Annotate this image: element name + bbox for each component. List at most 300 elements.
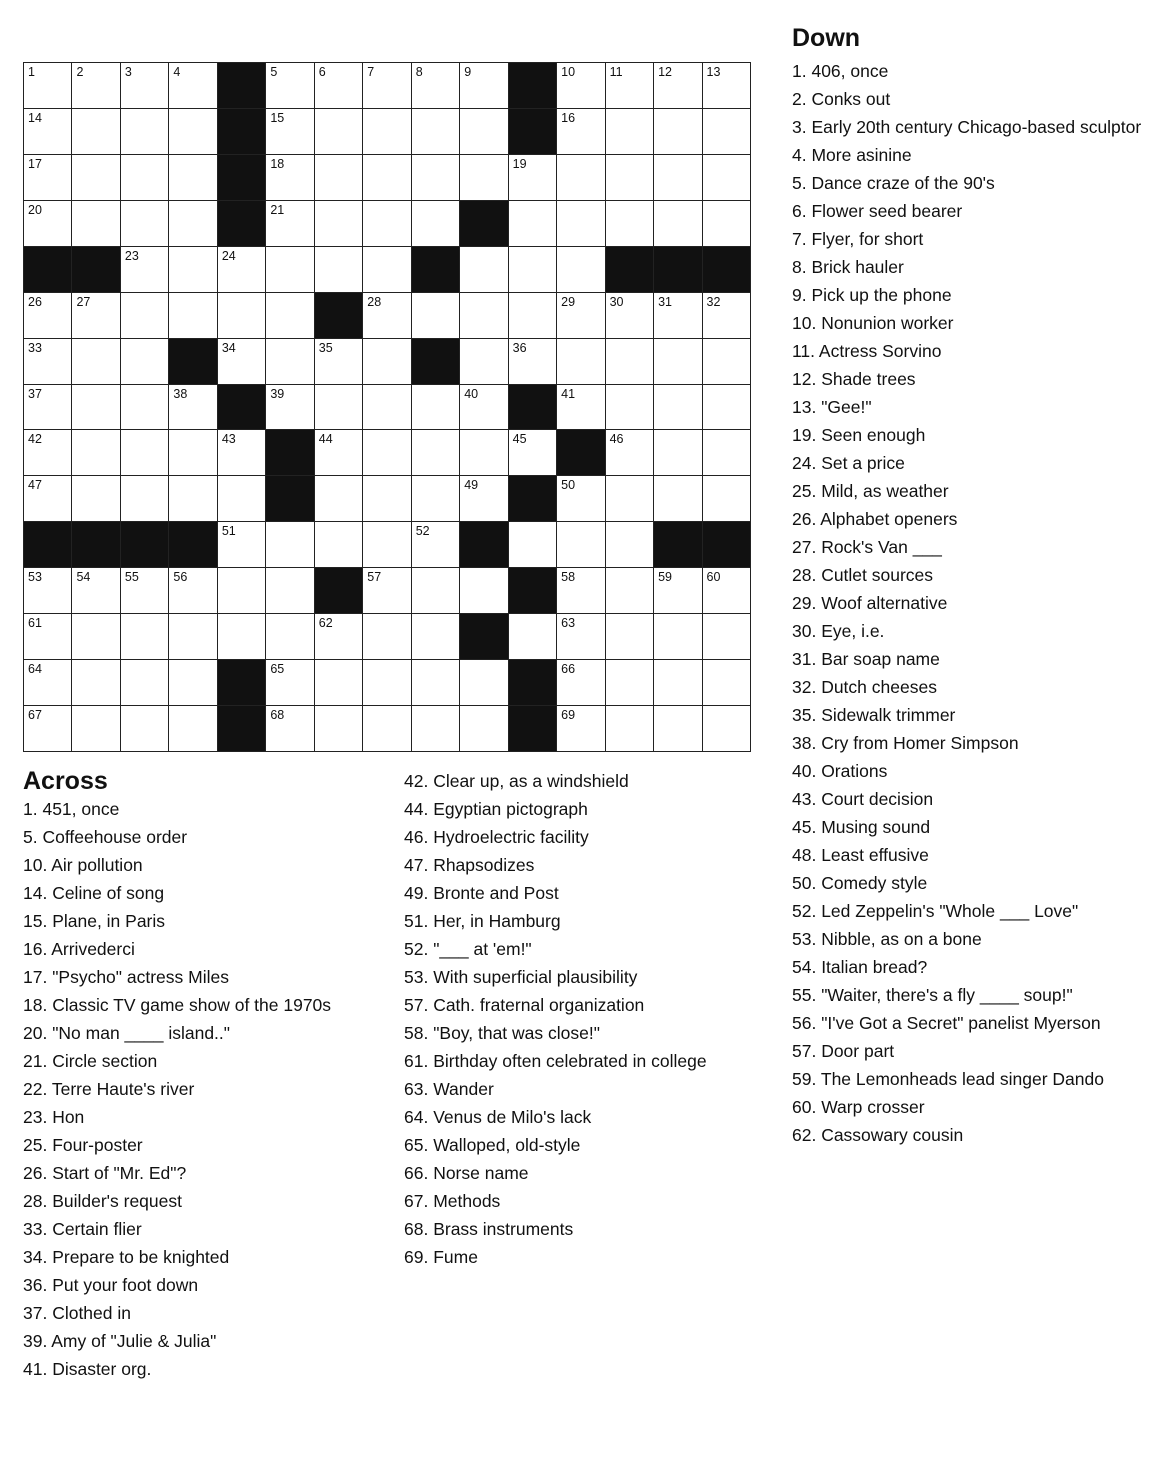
crossword-grid: [23, 62, 751, 752]
across-clue: 18. Classic TV game show of the 1970s: [23, 995, 332, 1015]
down-clue: 6. Flower seed bearer: [792, 201, 963, 221]
grid-cell[interactable]: [218, 614, 266, 660]
grid-cell[interactable]: [412, 706, 460, 752]
grid-cell[interactable]: [460, 247, 508, 293]
black-square: [266, 430, 314, 476]
grid-cell[interactable]: [315, 660, 363, 706]
cell-number: 65: [270, 662, 285, 677]
grid-cell[interactable]: [72, 430, 120, 476]
grid-cell[interactable]: [703, 568, 751, 614]
grid-cell[interactable]: [606, 293, 654, 339]
grid-cell[interactable]: [412, 385, 460, 431]
cell-number: 49: [464, 478, 479, 493]
down-clue: 28. Cutlet sources: [792, 565, 934, 585]
cell-number: 51: [221, 524, 236, 539]
cell-number: 20: [28, 202, 42, 217]
grid-cell[interactable]: [121, 293, 169, 339]
grid-cell[interactable]: [72, 339, 120, 385]
grid-cell[interactable]: [460, 568, 508, 614]
down-clue: 40. Orations: [792, 761, 888, 781]
grid-cell[interactable]: [509, 614, 557, 660]
grid-cell[interactable]: [412, 660, 460, 706]
grid-cell[interactable]: [363, 522, 411, 568]
cell-number: 41: [561, 386, 576, 401]
grid-cell[interactable]: [606, 430, 654, 476]
black-square: [218, 63, 266, 109]
grid-cell[interactable]: [703, 109, 751, 155]
grid-cell[interactable]: [557, 201, 605, 247]
grid-cell[interactable]: [266, 63, 314, 109]
across-clue: 17. "Psycho" actress Miles: [23, 967, 229, 987]
grid-cell[interactable]: [460, 339, 508, 385]
grid-cell[interactable]: [412, 293, 460, 339]
grid-cell[interactable]: [266, 201, 314, 247]
black-square: [460, 614, 508, 660]
down-clue: 57. Door part: [792, 1041, 895, 1061]
cell-number: 6: [318, 65, 326, 79]
grid-cell[interactable]: [606, 660, 654, 706]
grid-cell[interactable]: [24, 706, 72, 752]
grid-cell[interactable]: [509, 522, 557, 568]
grid-cell[interactable]: [654, 63, 702, 109]
cell-number: 45: [512, 432, 527, 447]
grid-cell[interactable]: [266, 155, 314, 201]
grid-cell[interactable]: [121, 339, 169, 385]
grid-cell[interactable]: [24, 339, 72, 385]
grid-cell[interactable]: [363, 614, 411, 660]
grid-cell[interactable]: [509, 247, 557, 293]
grid-cell[interactable]: [509, 293, 557, 339]
grid-cell[interactable]: [72, 614, 120, 660]
cell-number: 55: [124, 570, 139, 585]
grid-cell[interactable]: [266, 385, 314, 431]
grid-cell[interactable]: [460, 476, 508, 522]
down-heading: Down: [792, 24, 861, 52]
grid-cell[interactable]: [218, 522, 266, 568]
grid-cell[interactable]: [218, 430, 266, 476]
cell-number: 10: [561, 65, 576, 79]
black-square: [509, 706, 557, 752]
across-clue: 1. 451, once: [23, 799, 120, 819]
grid-cell[interactable]: [654, 614, 702, 660]
grid-cell[interactable]: [169, 109, 217, 155]
grid-cell[interactable]: [412, 568, 460, 614]
across-clue: 33. Certain flier: [23, 1219, 142, 1239]
cell-number: 26: [28, 294, 42, 309]
cell-number: 29: [561, 294, 576, 309]
cell-number: 9: [464, 65, 472, 79]
grid-cell[interactable]: [363, 430, 411, 476]
across-clue: 36. Put your foot down: [23, 1275, 199, 1295]
grid-cell[interactable]: [363, 109, 411, 155]
cell-number: 66: [561, 662, 576, 677]
across-heading: Across: [23, 767, 108, 795]
grid-cell[interactable]: [315, 155, 363, 201]
cell-number: 62: [318, 616, 333, 631]
grid-cell[interactable]: [315, 247, 363, 293]
grid-cell[interactable]: [363, 385, 411, 431]
grid-cell[interactable]: [557, 339, 605, 385]
grid-cell[interactable]: [606, 109, 654, 155]
grid-cell[interactable]: [509, 339, 557, 385]
grid-cell[interactable]: [703, 476, 751, 522]
grid-cell[interactable]: [24, 385, 72, 431]
grid-cell[interactable]: [606, 522, 654, 568]
cell-number: 47: [28, 478, 42, 493]
grid-cell[interactable]: [315, 614, 363, 660]
cell-number: 63: [561, 616, 576, 631]
grid-cell[interactable]: [169, 568, 217, 614]
across-clue: 21. Circle section: [23, 1051, 158, 1071]
down-clue: 38. Cry from Homer Simpson: [792, 733, 1019, 753]
grid-cell[interactable]: [703, 385, 751, 431]
grid-cell[interactable]: [654, 476, 702, 522]
black-square: [557, 430, 605, 476]
down-clue: 30. Eye, i.e.: [792, 621, 885, 641]
down-clue: 35. Sidewalk trimmer: [792, 705, 956, 725]
cell-number: 69: [561, 708, 576, 723]
grid-cell[interactable]: [121, 568, 169, 614]
grid-cell[interactable]: [412, 430, 460, 476]
grid-cell[interactable]: [121, 660, 169, 706]
cell-number: 17: [28, 156, 42, 171]
down-clue: 26. Alphabet openers: [792, 509, 958, 529]
grid-cell[interactable]: [557, 109, 605, 155]
grid-cell[interactable]: [266, 522, 314, 568]
grid-cell[interactable]: [509, 155, 557, 201]
grid-cell[interactable]: [460, 63, 508, 109]
grid-cell[interactable]: [24, 293, 72, 339]
cell-number: 54: [76, 570, 91, 585]
grid-cell[interactable]: [557, 706, 605, 752]
grid-cell[interactable]: [121, 385, 169, 431]
across-clue-list-col2: [404, 767, 774, 1271]
grid-cell[interactable]: [24, 430, 72, 476]
black-square: [218, 201, 266, 247]
grid-cell[interactable]: [654, 568, 702, 614]
across-clue: 63. Wander: [404, 1079, 494, 1099]
across-clue: 51. Her, in Hamburg: [404, 911, 561, 931]
grid-cell[interactable]: [72, 706, 120, 752]
grid-cell[interactable]: [24, 614, 72, 660]
down-clue: 32. Dutch cheeses: [792, 677, 937, 697]
grid-cell[interactable]: [121, 476, 169, 522]
black-square: [654, 247, 702, 293]
grid-cell[interactable]: [266, 293, 314, 339]
grid-cell[interactable]: [654, 155, 702, 201]
grid-cell[interactable]: [315, 339, 363, 385]
down-clue: 60. Warp crosser: [792, 1097, 925, 1117]
grid-cell[interactable]: [266, 109, 314, 155]
cell-number: 64: [28, 662, 42, 677]
grid-cell[interactable]: [460, 706, 508, 752]
across-clue: 57. Cath. fraternal organization: [404, 995, 645, 1015]
grid-cell[interactable]: [266, 614, 314, 660]
grid-cell[interactable]: [703, 201, 751, 247]
grid-cell[interactable]: [315, 63, 363, 109]
cell-number: 7: [367, 65, 375, 79]
grid-cell[interactable]: [606, 155, 654, 201]
grid-cell[interactable]: [654, 339, 702, 385]
grid-cell[interactable]: [169, 293, 217, 339]
down-clue: 45. Musing sound: [792, 817, 931, 837]
grid-cell[interactable]: [72, 63, 120, 109]
cell-number: 14: [28, 110, 42, 125]
grid-cell[interactable]: [606, 63, 654, 109]
cell-number: 12: [658, 65, 672, 79]
down-clue: 27. Rock's Van ___: [792, 537, 942, 557]
grid-cell[interactable]: [703, 660, 751, 706]
grid-cell[interactable]: [72, 476, 120, 522]
grid-cell[interactable]: [266, 247, 314, 293]
grid-cell[interactable]: [363, 660, 411, 706]
black-square: [509, 385, 557, 431]
grid-cell[interactable]: [218, 339, 266, 385]
black-square: [218, 660, 266, 706]
across-clue: 25. Four-poster: [23, 1135, 143, 1155]
grid-cell[interactable]: [315, 706, 363, 752]
grid-cell[interactable]: [24, 660, 72, 706]
grid-cell[interactable]: [363, 201, 411, 247]
black-square: [654, 522, 702, 568]
grid-cell[interactable]: [363, 155, 411, 201]
grid-cell[interactable]: [412, 155, 460, 201]
grid-cell[interactable]: [557, 63, 605, 109]
grid-cell[interactable]: [606, 614, 654, 660]
down-clue: 7. Flyer, for short: [792, 229, 924, 249]
black-square: [703, 522, 751, 568]
grid-cell[interactable]: [72, 568, 120, 614]
grid-cell[interactable]: [266, 339, 314, 385]
grid-cell[interactable]: [606, 201, 654, 247]
cell-number: 36: [512, 340, 527, 355]
down-clue: 3. Early 20th century Chicago-based sculptor: [792, 117, 1142, 137]
grid-cell[interactable]: [24, 155, 72, 201]
grid-cell[interactable]: [121, 201, 169, 247]
grid-cell[interactable]: [606, 706, 654, 752]
cell-number: 28: [367, 294, 382, 309]
grid-cell[interactable]: [363, 706, 411, 752]
grid-cell[interactable]: [121, 155, 169, 201]
grid-cell[interactable]: [121, 614, 169, 660]
across-clue: 41. Disaster org.: [23, 1359, 152, 1379]
down-clue: 12. Shade trees: [792, 369, 916, 389]
grid-cell[interactable]: [703, 614, 751, 660]
down-clue: 43. Court decision: [792, 789, 934, 809]
grid-cell[interactable]: [557, 155, 605, 201]
cell-number: 42: [28, 432, 42, 447]
cell-number: 56: [173, 570, 188, 585]
grid-cell[interactable]: [412, 522, 460, 568]
grid-cell[interactable]: [703, 706, 751, 752]
black-square: [315, 568, 363, 614]
grid-cell[interactable]: [266, 706, 314, 752]
down-clue: 25. Mild, as weather: [792, 481, 949, 501]
grid-cell[interactable]: [169, 63, 217, 109]
across-clue: 20. "No man ____ island..": [23, 1023, 230, 1043]
cell-number: 24: [221, 248, 236, 263]
down-clue: 50. Comedy style: [792, 873, 928, 893]
cell-number: 2: [76, 65, 84, 79]
cell-number: 57: [367, 570, 382, 585]
cell-number: 50: [561, 478, 576, 493]
grid-cell[interactable]: [654, 430, 702, 476]
across-clue: 64. Venus de Milo's lack: [404, 1107, 592, 1127]
grid-cell[interactable]: [606, 339, 654, 385]
grid-cell[interactable]: [169, 476, 217, 522]
grid-cell[interactable]: [654, 660, 702, 706]
grid-cell[interactable]: [363, 63, 411, 109]
grid-cell[interactable]: [557, 385, 605, 431]
grid-cell[interactable]: [703, 293, 751, 339]
cell-number: 18: [270, 156, 285, 171]
grid-cell[interactable]: [72, 293, 120, 339]
grid-cell[interactable]: [412, 109, 460, 155]
grid-cell[interactable]: [266, 660, 314, 706]
grid-cell[interactable]: [557, 614, 605, 660]
grid-cell[interactable]: [169, 660, 217, 706]
grid-cell[interactable]: [121, 706, 169, 752]
across-clue: 39. Amy of "Julie & Julia": [23, 1331, 217, 1351]
cell-number: 23: [124, 248, 139, 263]
cell-number: 19: [512, 156, 527, 171]
grid-cell[interactable]: [460, 293, 508, 339]
grid-cell[interactable]: [169, 201, 217, 247]
grid-cell[interactable]: [460, 109, 508, 155]
black-square: [121, 522, 169, 568]
grid-cell[interactable]: [557, 293, 605, 339]
grid-cell[interactable]: [703, 155, 751, 201]
cell-number: 32: [706, 294, 721, 309]
grid-cell[interactable]: [315, 522, 363, 568]
grid-cell[interactable]: [24, 109, 72, 155]
grid-cell[interactable]: [121, 109, 169, 155]
grid-cell[interactable]: [169, 706, 217, 752]
cell-number: 67: [28, 708, 42, 723]
down-clue: 29. Woof alternative: [792, 593, 948, 613]
grid-cell[interactable]: [509, 430, 557, 476]
grid-cell[interactable]: [121, 247, 169, 293]
grid-cell[interactable]: [460, 660, 508, 706]
grid-cell[interactable]: [218, 293, 266, 339]
grid-cell[interactable]: [169, 155, 217, 201]
grid-cell[interactable]: [121, 63, 169, 109]
grid-cell[interactable]: [412, 201, 460, 247]
grid-cell[interactable]: [606, 568, 654, 614]
down-clue-list: [792, 57, 1142, 1149]
down-clue: 48. Least effusive: [792, 845, 929, 865]
grid-cell[interactable]: [72, 201, 120, 247]
cell-number: 15: [270, 110, 285, 125]
grid-cell[interactable]: [557, 568, 605, 614]
grid-cell[interactable]: [606, 476, 654, 522]
grid-cell[interactable]: [654, 706, 702, 752]
down-clue: 13. "Gee!": [792, 397, 872, 417]
down-clue: 2. Conks out: [792, 89, 891, 109]
grid-cell[interactable]: [703, 339, 751, 385]
grid-cell[interactable]: [460, 155, 508, 201]
cell-number: 11: [609, 65, 623, 79]
grid-cell[interactable]: [703, 430, 751, 476]
grid-cell[interactable]: [363, 568, 411, 614]
grid-cell[interactable]: [509, 201, 557, 247]
grid-cell[interactable]: [266, 568, 314, 614]
grid-cell[interactable]: [703, 63, 751, 109]
across-clue: 66. Norse name: [404, 1163, 529, 1183]
cell-number: 37: [28, 386, 42, 401]
black-square: [460, 201, 508, 247]
grid-cell[interactable]: [315, 201, 363, 247]
grid-cell[interactable]: [606, 385, 654, 431]
grid-cell[interactable]: [412, 614, 460, 660]
grid-cell[interactable]: [412, 63, 460, 109]
grid-cell[interactable]: [72, 109, 120, 155]
grid-cell[interactable]: [24, 476, 72, 522]
grid-cell[interactable]: [24, 568, 72, 614]
grid-cell[interactable]: [121, 430, 169, 476]
grid-cell[interactable]: [557, 522, 605, 568]
cell-number: 16: [561, 110, 576, 125]
grid-cell[interactable]: [315, 476, 363, 522]
grid-cell[interactable]: [169, 430, 217, 476]
grid-cell[interactable]: [169, 385, 217, 431]
cell-number: 8: [415, 65, 423, 79]
grid-cell[interactable]: [315, 430, 363, 476]
down-clue: 19. Seen enough: [792, 425, 926, 445]
grid-cell[interactable]: [24, 63, 72, 109]
down-clue: 8. Brick hauler: [792, 257, 904, 277]
across-clue: 67. Methods: [404, 1191, 501, 1211]
black-square: [218, 109, 266, 155]
grid-cell[interactable]: [557, 247, 605, 293]
grid-cell[interactable]: [218, 247, 266, 293]
grid-cell[interactable]: [169, 247, 217, 293]
black-square: [24, 522, 72, 568]
grid-cell[interactable]: [460, 385, 508, 431]
grid-cell[interactable]: [363, 293, 411, 339]
grid-cell[interactable]: [363, 339, 411, 385]
grid-cell[interactable]: [654, 385, 702, 431]
grid-cell[interactable]: [363, 247, 411, 293]
grid-cell[interactable]: [218, 568, 266, 614]
across-clue: 46. Hydroelectric facility: [404, 827, 589, 847]
grid-cell[interactable]: [654, 109, 702, 155]
grid-cell[interactable]: [315, 109, 363, 155]
grid-cell[interactable]: [315, 385, 363, 431]
cell-number: 4: [173, 65, 181, 79]
grid-cell[interactable]: [218, 476, 266, 522]
grid-cell[interactable]: [412, 476, 460, 522]
grid-cell[interactable]: [557, 476, 605, 522]
cell-number: 68: [270, 708, 285, 723]
black-square: [218, 385, 266, 431]
grid-cell[interactable]: [654, 201, 702, 247]
grid-cell[interactable]: [557, 660, 605, 706]
grid-cell[interactable]: [72, 155, 120, 201]
grid-cell[interactable]: [72, 660, 120, 706]
across-clue: 10. Air pollution: [23, 855, 143, 875]
black-square: [509, 568, 557, 614]
grid-cell[interactable]: [24, 201, 72, 247]
across-clue: 23. Hon: [23, 1107, 85, 1127]
grid-cell[interactable]: [654, 293, 702, 339]
grid-cell[interactable]: [72, 385, 120, 431]
down-clue: 55. "Waiter, there's a fly ____ soup!": [792, 985, 1073, 1005]
grid-cell[interactable]: [460, 430, 508, 476]
grid-cell[interactable]: [363, 476, 411, 522]
across-clue: 15. Plane, in Paris: [23, 911, 166, 931]
grid-cell[interactable]: [169, 614, 217, 660]
